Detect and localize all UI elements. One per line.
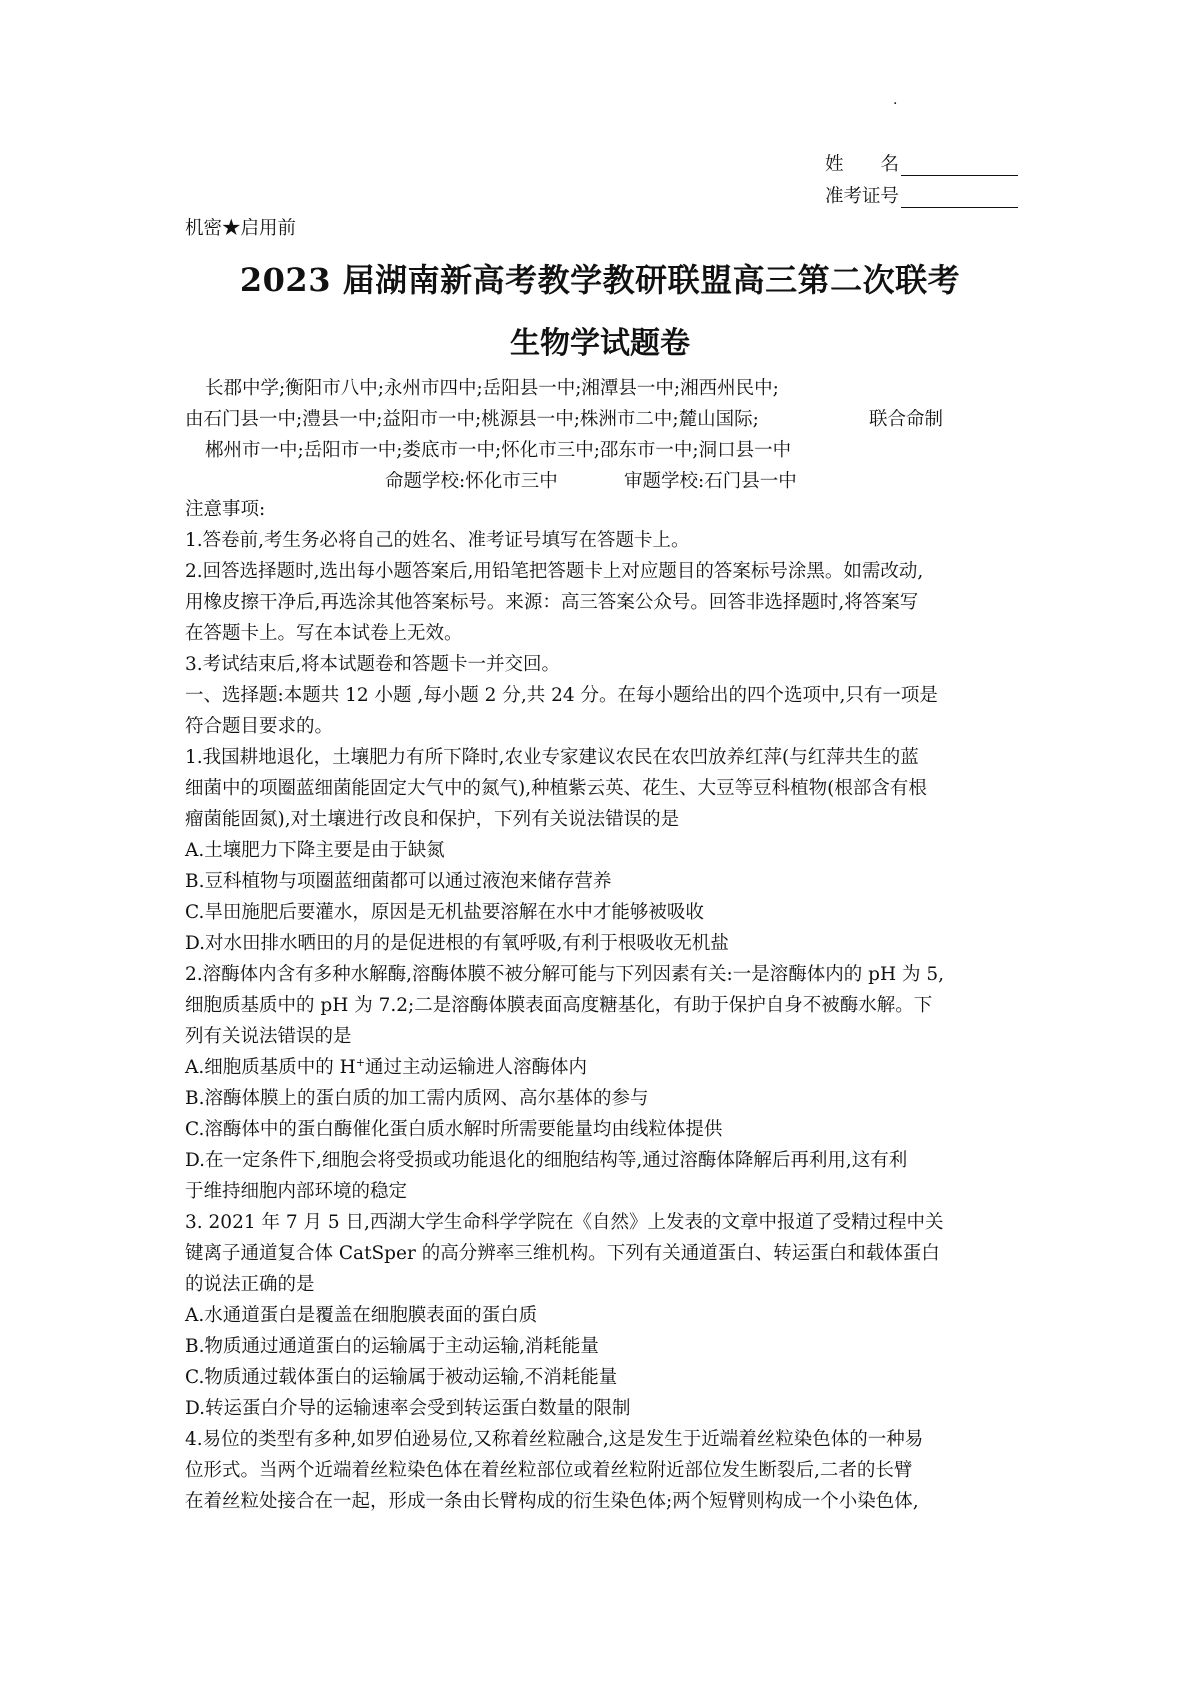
schools-line-3: 郴州市一中;岳阳市一中;娄底市一中;怀化市三中;邵东市一中;洞口县一中 (205, 440, 792, 461)
notes-heading: 注意事项: (185, 499, 266, 520)
q2-stem-2: 细胞质基质中的 pH 为 7.2;二是溶酶体膜表面高度糖基化，有助于保护自身不被酶水解。下 (185, 995, 933, 1016)
reviewer-school: 审题学校:石门县一中 (624, 471, 797, 492)
q1-option-a: A.土壤肥力下降主要是由于缺氮 (185, 840, 445, 861)
schools-line-2: 由石门县一中;澧县一中;益阳市一中;桃源县一中;株洲市二中;麓山国际; (185, 409, 759, 430)
q4-stem-3: 在着丝粒处接合在一起，形成一条由长臂构成的衍生染色体;两个短臂则构成一个小染色体, (185, 1491, 919, 1512)
note-2-line-2: 用橡皮擦干净后,再选涂其他答案标号。来源：高三答案公众号。回答非选择题时,将答案写 (185, 592, 919, 613)
q2-option-d-line-2: 于维持细胞内部环境的稳定 (185, 1181, 408, 1202)
q2-option-a-pre: A.细胞质基质中的 H (185, 1057, 356, 1078)
q2-option-a (185, 1055, 587, 1078)
q2-option-b: B.溶酶体膜上的蛋白质的加工需内质网、高尔基体的参与 (185, 1088, 649, 1109)
name-label: 姓 名 (825, 154, 900, 175)
exam-id-blank (901, 189, 1018, 208)
note-2-line-1: 2.回答选择题时,选出每小题答案后,用铅笔把答题卡上对应题目的答案标号涂黑。如需改动, (185, 561, 924, 582)
q2-option-a-post: 通过主动运输进人溶酶体内 (364, 1057, 587, 1078)
section-1-line-2: 符合题目要求的。 (185, 716, 334, 737)
schools-line-1: 长郡中学;衡阳市八中;永州市四中;岳阳县一中;湘潭县一中;湘西州民中; (205, 378, 779, 399)
q3-stem-2: 键离子通道复合体 CatSper 的高分辨率三维机构。下列有关通道蛋白、转运蛋白和载体蛋白 (185, 1243, 940, 1264)
q4-stem-1: 4.易位的类型有多种,如罗伯逊易位,又称着丝粒融合,这是发生于近端着丝粒染色体的一种易 (185, 1429, 924, 1450)
q1-option-c: C.旱田施肥后要灌水，原因是无机盐要溶解在水中才能够被吸收 (185, 902, 704, 923)
confidential-label: 机密★启用前 (185, 218, 297, 239)
exam-title: 2023 届湖南新高考教学教研联盟高三第二次联考 (239, 261, 961, 299)
name-blank (901, 157, 1018, 176)
exam-id-label: 准考证号 (825, 186, 900, 207)
joint-label: 联合命制 (869, 409, 944, 430)
note-2-line-3: 在答题卡上。写在本试卷上无效。 (185, 623, 463, 644)
q3-stem-1: 3. 2021 年 7 月 5 日,西湖大学生命科学学院在《自然》上发表的文章中报道了受精过程中关 (185, 1212, 944, 1233)
note-3: 3.考试结束后,将本试题卷和答题卡一并交回。 (185, 654, 561, 675)
q2-option-c: C.溶酶体中的蛋白酶催化蛋白质水解时所需要能量均由线粒体提供 (185, 1119, 723, 1140)
q1-option-d: D.对水田排水晒田的月的是促进根的有氧呼吸,有利于根吸收无机盐 (185, 933, 729, 954)
exam-subtitle: 生物学试题卷 (510, 326, 690, 361)
q1-stem-1: 1.我国耕地退化，土壤肥力有所下降时,农业专家建议农民在农凹放养红萍(与红萍共生的蓝 (185, 747, 919, 768)
q3-option-d: D.转运蛋白介导的运输速率会受到转运蛋白数量的限制 (185, 1398, 631, 1419)
note-1: 1.答卷前,考生务必将自己的姓名、准考证号填写在答题卡上。 (185, 530, 690, 551)
section-1-line-1: 一、选择题:本题共 12 小题 ,每小题 2 分,共 24 分。在每小题给出的四个选项中,只有一项是 (185, 685, 938, 706)
q3-option-c: C.物质通过载体蛋白的运输属于被动运输,不消耗能量 (185, 1367, 618, 1388)
q3-stem-3: 的说法正确的是 (185, 1274, 315, 1295)
q1-option-b: B.豆科植物与项圈蓝细菌都可以通过液泡来储存营养 (185, 871, 612, 892)
q3-option-b: B.物质通过通道蛋白的运输属于主动运输,消耗能量 (185, 1336, 599, 1357)
q2-stem-3: 列有关说法错误的是 (185, 1026, 352, 1047)
exam-id-field (825, 182, 1018, 208)
name-field (825, 150, 1018, 176)
q2-option-a-sup: + (355, 1055, 365, 1069)
top-dot: · (893, 96, 898, 112)
q1-stem-3: 瘤菌能固氮),对土壤进行改良和保护，下列有关说法错误的是 (185, 809, 680, 830)
q1-stem-2: 细菌中的项圈蓝细菌能固定大气中的氮气),种植紫云英、花生、大豆等豆科植物(根部含有根 (185, 778, 927, 799)
q2-option-d-line-1: D.在一定条件下,细胞会将受损或功能退化的细胞结构等,通过溶酶体降解后再利用,这有利 (185, 1150, 908, 1171)
q2-stem-1: 2.溶酶体内含有多种水解酶,溶酶体膜不被分解可能与下列因素有关:一是溶酶体内的 pH 为 5, (185, 964, 945, 985)
proposer-school: 命题学校:怀化市三中 (385, 471, 558, 492)
q4-stem-2: 位形式。当两个近端着丝粒染色体在着丝粒部位或着丝粒附近部位发生断裂后,二者的长臂 (185, 1460, 913, 1481)
q3-option-a: A.水通道蛋白是覆盖在细胞膜表面的蛋白质 (185, 1305, 538, 1326)
